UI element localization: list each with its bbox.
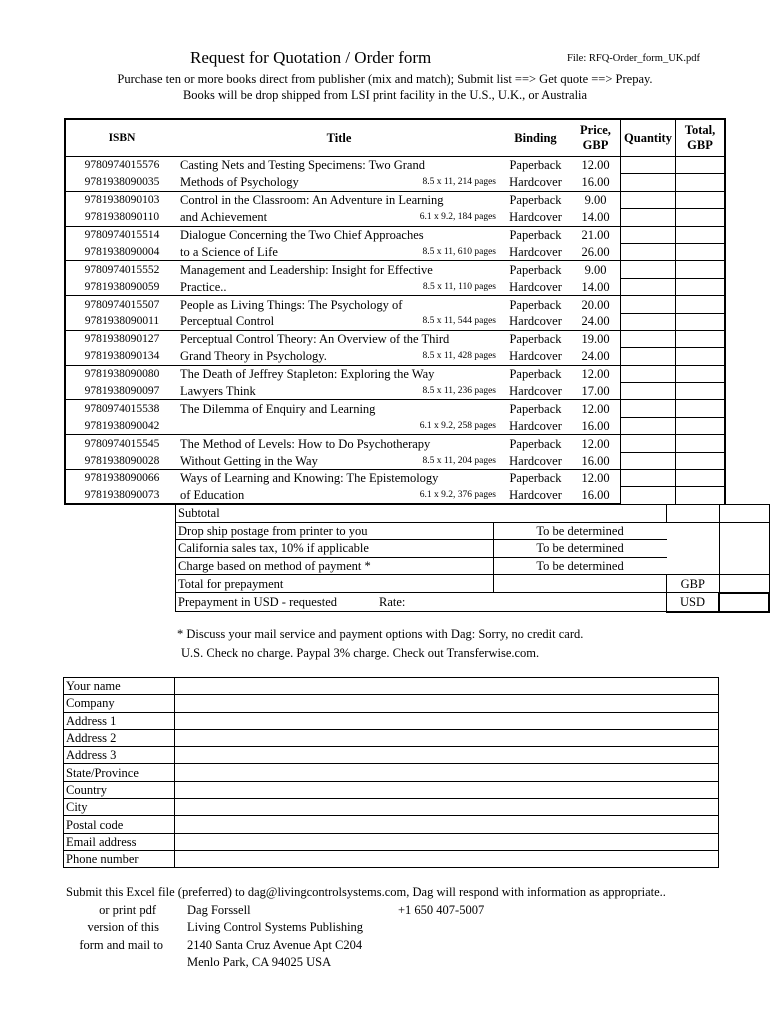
address-field-input[interactable] bbox=[175, 850, 719, 867]
isbn-cell: 9780974015514 bbox=[65, 226, 178, 243]
subtitle-line-2: Books will be drop shipped from LSI print facility in the U.S., U.K., or Australia bbox=[182, 88, 588, 102]
binding-header: Binding bbox=[500, 119, 571, 157]
total-cell[interactable] bbox=[676, 470, 726, 487]
postage-total-cell[interactable] bbox=[719, 522, 769, 540]
book-title: People as Living Things: The Psychology of bbox=[180, 297, 403, 312]
book-title: Lawyers Think bbox=[180, 384, 256, 399]
contact-street: 2140 Santa Cruz Avenue Apt C204 bbox=[187, 937, 363, 952]
address-field-label: Address 3 bbox=[64, 747, 175, 764]
tax-total-cell[interactable] bbox=[719, 540, 769, 558]
binding-cell: Paperback bbox=[509, 158, 562, 173]
order-table bbox=[64, 118, 726, 505]
total-cell[interactable] bbox=[676, 191, 726, 208]
book-title: Dialogue Concerning the Two Chief Approaches bbox=[180, 228, 424, 242]
address-row bbox=[64, 781, 719, 798]
binding-cell: Paperback bbox=[509, 401, 562, 416]
total-cell[interactable] bbox=[676, 365, 726, 382]
address-field-input[interactable] bbox=[175, 764, 719, 781]
address-field-input[interactable] bbox=[175, 678, 719, 695]
title-cell bbox=[178, 191, 500, 208]
total-cell[interactable] bbox=[676, 400, 726, 417]
quantity-cell[interactable] bbox=[621, 261, 676, 278]
alt-line-2: version of this bbox=[87, 920, 159, 935]
isbn-header: ISBN bbox=[65, 119, 178, 157]
book-dimensions: 8.5 x 11, 610 pages bbox=[422, 246, 496, 257]
book-row bbox=[65, 348, 725, 365]
subtitle-line-1: Purchase ten or more books direct from publisher (mix and match); Submit list ==> Get quote ==> Prepay. bbox=[117, 72, 653, 86]
book-dimensions bbox=[496, 366, 498, 382]
address-row bbox=[64, 764, 719, 781]
total-cell[interactable] bbox=[676, 313, 726, 330]
summary-table bbox=[175, 504, 770, 613]
address-field-label: City bbox=[64, 799, 175, 816]
form-title: Request for Quotation / Order form bbox=[190, 48, 432, 67]
isbn-cell: 9780974015507 bbox=[65, 296, 178, 313]
book-dimensions bbox=[496, 331, 498, 347]
book-dimensions: 8.5 x 11, 544 pages bbox=[422, 316, 496, 327]
isbn-cell: 9781938090080 bbox=[65, 365, 178, 382]
address-field-label: Phone number bbox=[64, 850, 175, 867]
isbn-cell: 9781938090097 bbox=[65, 383, 178, 400]
isbn-cell: 9780974015538 bbox=[65, 400, 178, 417]
charge-value: To be determined bbox=[493, 557, 666, 575]
title-cell bbox=[178, 313, 500, 330]
book-row bbox=[65, 226, 725, 243]
isbn-cell: 9781938090073 bbox=[65, 487, 178, 504]
subtotal-label: Subtotal bbox=[176, 505, 494, 523]
title-cell bbox=[178, 330, 500, 347]
total-cell[interactable] bbox=[676, 226, 726, 243]
binding-cell: Paperback bbox=[509, 297, 562, 312]
binding-cell: Hardcover bbox=[500, 452, 571, 469]
isbn-cell: 9781938090127 bbox=[65, 330, 178, 347]
book-title: Management and Leadership: Insight for Effective bbox=[180, 262, 433, 277]
book-row bbox=[65, 417, 725, 434]
book-dimensions bbox=[496, 157, 498, 173]
book-dimensions: 6.1 x 9.2, 258 pages bbox=[419, 420, 496, 431]
address-field-input[interactable] bbox=[175, 712, 719, 729]
binding-cell: Paperback bbox=[509, 436, 562, 451]
book-dimensions bbox=[496, 227, 498, 243]
book-dimensions bbox=[496, 436, 498, 452]
total-cell[interactable] bbox=[676, 487, 726, 504]
title-cell bbox=[178, 470, 500, 487]
title-cell bbox=[178, 261, 500, 278]
rate-label: Rate: bbox=[379, 595, 406, 610]
title-cell bbox=[178, 157, 500, 174]
contact-name: Dag Forssell bbox=[187, 902, 251, 917]
binding-cell: Paperback bbox=[509, 228, 562, 242]
address-row bbox=[64, 729, 719, 746]
book-dimensions: 8.5 x 11, 110 pages bbox=[422, 281, 496, 292]
isbn-cell: 9780974015552 bbox=[65, 261, 178, 278]
book-row bbox=[65, 487, 725, 504]
price-cell: 16.00 bbox=[571, 174, 621, 191]
quantity-cell[interactable] bbox=[621, 296, 676, 313]
book-title: Grand Theory in Psychology. bbox=[180, 349, 327, 364]
alt-line-3: form and mail to bbox=[79, 937, 163, 952]
contact-org: Living Control Systems Publishing bbox=[187, 920, 364, 935]
title-cell bbox=[178, 296, 500, 313]
prepay-usd-label: Prepayment in USD - requested Rate: bbox=[176, 593, 494, 612]
book-row bbox=[65, 470, 725, 487]
address-row bbox=[64, 816, 719, 833]
title-cell bbox=[178, 348, 500, 365]
book-title: Control in the Classroom: An Adventure in Learning bbox=[180, 193, 444, 208]
book-title: The Death of Jeffrey Stapleton: Exploring the Way bbox=[180, 367, 435, 382]
total-prepay-currency: GBP bbox=[667, 575, 719, 593]
title-cell bbox=[178, 452, 500, 469]
quantity-cell[interactable] bbox=[621, 435, 676, 452]
address-row bbox=[64, 747, 719, 764]
price-cell: 26.00 bbox=[571, 243, 621, 260]
binding-cell: Hardcover bbox=[500, 278, 571, 295]
title-cell bbox=[178, 209, 500, 226]
book-title: Methods of Psychology bbox=[180, 175, 299, 190]
book-row bbox=[65, 157, 725, 174]
isbn-cell: 9781938090134 bbox=[65, 348, 178, 365]
book-title: Practice.. bbox=[180, 279, 227, 294]
address-field-label: Your name bbox=[64, 678, 175, 695]
binding-cell: Paperback bbox=[509, 332, 562, 347]
contact-phone: +1 650 407-5007 bbox=[398, 902, 485, 917]
book-row bbox=[65, 278, 725, 295]
total-cell[interactable] bbox=[676, 261, 726, 278]
total-cell[interactable] bbox=[676, 435, 726, 452]
isbn-cell: 9780974015576 bbox=[65, 157, 178, 174]
binding-cell: Paperback bbox=[509, 262, 562, 277]
payment-note-2: U.S. Check no charge. Paypal 3% charge. Check out Transferwise.com. bbox=[181, 646, 540, 660]
binding-cell: Paperback bbox=[509, 471, 562, 486]
quantity-cell[interactable] bbox=[621, 243, 676, 260]
isbn-cell: 9781938090042 bbox=[65, 417, 178, 434]
price-cell: 20.00 bbox=[581, 297, 610, 312]
total-cell[interactable] bbox=[676, 243, 726, 260]
title-cell bbox=[178, 243, 500, 260]
total-cell[interactable] bbox=[676, 157, 726, 174]
book-dimensions: 8.5 x 11, 204 pages bbox=[422, 455, 496, 466]
price-cell: 24.00 bbox=[571, 313, 621, 330]
file-name: File: RFQ-Order_form_UK.pdf bbox=[567, 53, 700, 64]
price-cell: 17.00 bbox=[571, 383, 621, 400]
address-field-label: Address 1 bbox=[64, 712, 175, 729]
price-cell: 12.00 bbox=[581, 158, 610, 173]
charge-total-cell[interactable] bbox=[719, 557, 769, 575]
book-dimensions bbox=[496, 470, 498, 486]
quantity-cell[interactable] bbox=[621, 278, 676, 295]
subtotal-quantity-cell[interactable] bbox=[667, 505, 719, 523]
price-cell: 14.00 bbox=[571, 278, 621, 295]
book-title: Perceptual Control Theory: An Overview of the Third bbox=[180, 332, 450, 347]
address-field-input[interactable] bbox=[175, 833, 719, 850]
book-row bbox=[65, 365, 725, 382]
book-title: Ways of Learning and Knowing: The Epistemology bbox=[180, 471, 439, 486]
quantity-cell[interactable] bbox=[621, 191, 676, 208]
address-field-label: Address 2 bbox=[64, 729, 175, 746]
book-title: Without Getting in the Way bbox=[180, 453, 318, 468]
title-cell bbox=[178, 383, 500, 400]
address-field-input[interactable] bbox=[175, 816, 719, 833]
isbn-cell: 9781938090066 bbox=[65, 470, 178, 487]
total-cell[interactable] bbox=[676, 209, 726, 226]
quantity-cell[interactable] bbox=[621, 174, 676, 191]
book-dimensions bbox=[496, 401, 498, 417]
address-field-label: Country bbox=[64, 781, 175, 798]
address-row bbox=[64, 833, 719, 850]
isbn-cell: 9781938090059 bbox=[65, 278, 178, 295]
address-field-label: Postal code bbox=[64, 816, 175, 833]
book-row bbox=[65, 191, 725, 208]
book-title: of Education bbox=[180, 488, 245, 503]
book-title: Casting Nets and Testing Specimens: Two Grand bbox=[180, 158, 425, 173]
total-cell[interactable] bbox=[676, 296, 726, 313]
binding-cell: Hardcover bbox=[500, 209, 571, 226]
isbn-cell: 9781938090028 bbox=[65, 452, 178, 469]
binding-cell: Hardcover bbox=[500, 487, 571, 504]
title-cell bbox=[178, 435, 500, 452]
total-cell[interactable] bbox=[676, 348, 726, 365]
address-table bbox=[63, 677, 719, 868]
isbn-cell: 9781938090035 bbox=[65, 174, 178, 191]
book-row bbox=[65, 435, 725, 452]
address-field-input[interactable] bbox=[175, 799, 719, 816]
subtotal-total-cell[interactable] bbox=[719, 505, 769, 523]
book-title: The Method of Levels: How to Do Psychotherapy bbox=[180, 436, 431, 451]
title-cell bbox=[178, 487, 500, 504]
binding-cell: Paperback bbox=[509, 367, 562, 382]
isbn-cell: 9780974015545 bbox=[65, 435, 178, 452]
title-cell bbox=[178, 365, 500, 382]
quantity-cell[interactable] bbox=[621, 330, 676, 347]
address-field-label: Email address bbox=[64, 833, 175, 850]
tax-label: California sales tax, 10% if applicable bbox=[176, 540, 494, 558]
book-row bbox=[65, 243, 725, 260]
address-row bbox=[64, 678, 719, 695]
total-cell[interactable] bbox=[676, 452, 726, 469]
quantity-cell[interactable] bbox=[621, 383, 676, 400]
book-title: to a Science of Life bbox=[180, 244, 278, 259]
quantity-cell[interactable] bbox=[621, 365, 676, 382]
total-cell[interactable] bbox=[676, 278, 726, 295]
quantity-cell[interactable] bbox=[621, 470, 676, 487]
isbn-cell: 9781938090103 bbox=[65, 191, 178, 208]
title-cell bbox=[178, 278, 500, 295]
total-prepay-label: Total for prepayment bbox=[176, 575, 494, 593]
total-header: Total, GBP bbox=[676, 119, 726, 157]
price-cell: 12.00 bbox=[581, 401, 610, 416]
quantity-cell[interactable] bbox=[621, 157, 676, 174]
book-title: Perceptual Control bbox=[180, 314, 275, 329]
book-dimensions bbox=[496, 192, 498, 208]
book-row bbox=[65, 261, 725, 278]
address-field-label: State/Province bbox=[64, 764, 175, 781]
book-title: The Dilemma of Enquiry and Learning bbox=[180, 401, 376, 416]
total-prepay-cell[interactable] bbox=[719, 575, 769, 593]
book-dimensions: 8.5 x 11, 236 pages bbox=[422, 386, 496, 397]
submit-line: Submit this Excel file (preferred) to dag@livingcontrolsystems.com, Dag will respond with information as appropriate.. bbox=[66, 885, 666, 899]
tax-value: To be determined bbox=[493, 540, 666, 558]
book-row bbox=[65, 452, 725, 469]
binding-cell: Hardcover bbox=[500, 348, 571, 365]
quantity-cell[interactable] bbox=[621, 417, 676, 434]
address-row bbox=[64, 712, 719, 729]
address-field-input[interactable] bbox=[175, 729, 719, 746]
title-cell bbox=[178, 226, 500, 243]
payment-note-1: * Discuss your mail service and payment options with Dag: Sorry, no credit card. bbox=[177, 627, 584, 641]
address-field-input[interactable] bbox=[175, 695, 719, 712]
binding-cell: Hardcover bbox=[500, 417, 571, 434]
price-cell: 14.00 bbox=[571, 209, 621, 226]
postage-value: To be determined bbox=[493, 522, 666, 540]
quantity-cell[interactable] bbox=[621, 313, 676, 330]
book-row bbox=[65, 330, 725, 347]
total-cell[interactable] bbox=[676, 174, 726, 191]
binding-cell: Hardcover bbox=[500, 243, 571, 260]
quantity-cell[interactable] bbox=[621, 452, 676, 469]
book-row bbox=[65, 209, 725, 226]
quantity-cell[interactable] bbox=[621, 400, 676, 417]
price-cell: 24.00 bbox=[571, 348, 621, 365]
title-header: Title bbox=[178, 119, 500, 157]
isbn-cell: 9781938090011 bbox=[65, 313, 178, 330]
book-dimensions: 6.1 x 9.2, 184 pages bbox=[419, 212, 496, 223]
book-dimensions: 6.1 x 9.2, 376 pages bbox=[419, 490, 496, 501]
quantity-cell[interactable] bbox=[621, 209, 676, 226]
address-field-input[interactable] bbox=[175, 781, 719, 798]
price-cell: 12.00 bbox=[581, 367, 610, 382]
price-cell: 12.00 bbox=[581, 436, 610, 451]
quantity-cell[interactable] bbox=[621, 226, 676, 243]
book-dimensions bbox=[496, 262, 498, 278]
alt-line-1: or print pdf bbox=[99, 902, 156, 917]
book-row bbox=[65, 313, 725, 330]
price-cell: 16.00 bbox=[571, 417, 621, 434]
price-cell: 12.00 bbox=[581, 471, 610, 486]
quantity-cell[interactable] bbox=[621, 348, 676, 365]
book-dimensions bbox=[496, 297, 498, 313]
address-field-input[interactable] bbox=[175, 747, 719, 764]
book-dimensions: 8.5 x 11, 214 pages bbox=[422, 177, 496, 188]
total-cell[interactable] bbox=[676, 383, 726, 400]
title-cell bbox=[178, 417, 500, 434]
price-cell: 9.00 bbox=[584, 262, 607, 277]
price-cell: 21.00 bbox=[581, 228, 610, 242]
binding-cell: Hardcover bbox=[500, 174, 571, 191]
binding-cell: Hardcover bbox=[500, 313, 571, 330]
address-field-label: Company bbox=[64, 695, 175, 712]
price-header: Price, GBP bbox=[571, 119, 621, 157]
charge-label: Charge based on method of payment * bbox=[176, 557, 494, 575]
book-row bbox=[65, 383, 725, 400]
title-cell bbox=[178, 174, 500, 191]
book-dimensions: 8.5 x 11, 428 pages bbox=[422, 351, 496, 362]
isbn-cell: 9781938090110 bbox=[65, 209, 178, 226]
total-cell[interactable] bbox=[676, 417, 726, 434]
price-cell: 9.00 bbox=[584, 193, 607, 208]
book-row bbox=[65, 174, 725, 191]
quantity-header: Quantity bbox=[621, 119, 676, 157]
book-row bbox=[65, 400, 725, 417]
address-row bbox=[64, 850, 719, 867]
postage-label: Drop ship postage from printer to you bbox=[176, 522, 494, 540]
prepay-usd-cell[interactable] bbox=[719, 593, 769, 612]
address-row bbox=[64, 799, 719, 816]
price-cell: 19.00 bbox=[581, 332, 610, 347]
total-cell[interactable] bbox=[676, 330, 726, 347]
book-row bbox=[65, 296, 725, 313]
binding-cell: Paperback bbox=[509, 193, 562, 208]
binding-cell: Hardcover bbox=[500, 383, 571, 400]
book-title: and Achievement bbox=[180, 210, 268, 225]
quantity-cell[interactable] bbox=[621, 487, 676, 504]
isbn-cell: 9781938090004 bbox=[65, 243, 178, 260]
contact-city: Menlo Park, CA 94025 USA bbox=[187, 955, 332, 970]
title-cell bbox=[178, 400, 500, 417]
address-row bbox=[64, 695, 719, 712]
price-cell: 16.00 bbox=[571, 452, 621, 469]
prepay-usd-currency: USD bbox=[667, 593, 719, 612]
price-cell: 16.00 bbox=[571, 487, 621, 504]
